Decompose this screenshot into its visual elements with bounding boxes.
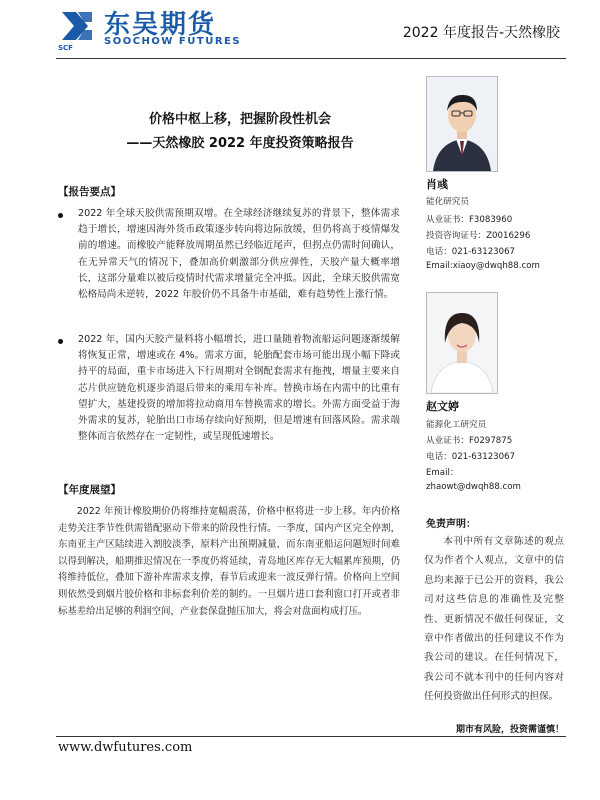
logo-mark: SCF (58, 44, 73, 52)
summary-heading: 【报告要点】 (58, 186, 121, 198)
bullet-icon (58, 213, 63, 218)
header-divider (56, 58, 566, 59)
analyst-photo (426, 76, 498, 172)
logo-text-en: SOOCHOW FUTURES (104, 36, 242, 47)
summary-bullet-1: 2022 年全球天胶供需预期双增。在全球经济继续复苏的背景下，整体需求趋于增长，增速因海外货币政策逐步转向将边际放缓，但仍将高于疫情爆发前的增速。而橡胶产能释放周期虽然已经临近尾声，但拐点仍需时间确认，在无异常天气的情况下，叠加高价刺激部分供应弹性，天胶产量大概率增长，这部分量难以被后疫情时代需求增量完全冲抵。因此，全球天胶供需宽松格局尚未逆转，2022 年胶价仍不具备牛市基础，难有趋势性上涨行情。 (78, 208, 400, 301)
analyst-name: 赵文婷 (426, 400, 459, 413)
outlook-heading: 【年度展望】 (58, 484, 121, 496)
disclaimer-heading: 免责声明： (426, 519, 476, 530)
analyst-photo (426, 292, 498, 394)
summary-bullet-2: 2022 年，国内天胶产量料将小幅增长，进口量随着物流船运问题逐渐缓解将恢复正常，增速或在 4%。需求方面，轮胎配套市场可能出现小幅下降或持平的局面，重卡市场进入下行周期对全钢配套需求有拖拽，增量主要来自芯片供应链危机逐步消退后带来的乘用车补库。替换市场在内需中的比重有望扩大，基建投资的增加将拉动商用车替换需求的增长。外需方面受益于海外需求的复苏，轮胎出口市场存续向好预期，但是增速有回落风险。需求端整体而言依然存在一定韧性，或呈现低速增长。 (78, 334, 400, 443)
risk-warning: 期市有风险，投资需谨慎！ (455, 725, 564, 735)
analyst-email[interactable]: zhaowt@dwqh88.com (426, 482, 521, 492)
analyst-cert: 从业证书：F3083960 (426, 215, 513, 225)
page-title: 价格中枢上移，把握阶段性机会 (148, 112, 331, 127)
logo-icon (58, 8, 98, 44)
footer-divider (56, 736, 566, 737)
analyst-email-label: Email： (426, 468, 459, 478)
analyst-email[interactable]: Email:xiaoy@dwqh88.com (426, 261, 540, 271)
analyst-title: 能源化工研究员 (426, 420, 487, 430)
analyst-name: 肖彧 (426, 178, 448, 191)
disclaimer-text: 本刊中所有文章陈述的观点仅为作者个人观点，文章中的信息均来源于已公开的资料，我公司对这些信息的准确性及完整性、更新情况不做任何保证，文章中作者做出的任何建议不作为我公司的建议。在任何情况下，我公司不就本刊中的任何内容对任何投资做出任何形式的担保。 (424, 536, 564, 703)
analyst-phone: 电话：021-63123067 (426, 247, 516, 257)
page-subtitle: ——天然橡胶 2022 年度投资策略报告 (126, 136, 354, 151)
analyst-phone: 电话：021-63123067 (426, 452, 516, 462)
outlook-paragraph: 2022 年预计橡胶期价仍将维持宽幅震荡，价格中枢将进一步上移。年内价格走势关注季节性供需错配驱动下带来的阶段性行情。一季度，国内产区完全停割，东南亚主产区陆续进入割胶淡季，原料产出预期减量，而东南亚船运问题短时间难以得到解决，船期推迟情况在一季度仍将延续，青岛地区库存无大幅累库预期，仍将维持低位，叠加下游补库需求支撑，春节后或迎来一波反弹行情。价格向上空间则依然受到烟片胶价格和非标套利价差的制约。一旦烟片进口套利窗口打开或者非标基差给出足够的利润空间，产业套保盘抛压加大，将会对盘面构成打压。 (58, 506, 400, 617)
analyst-advisor-cert: 投资咨询证号：Z0016296 (426, 231, 531, 241)
bullet-icon (58, 339, 63, 344)
analyst-title: 能化研究员 (426, 197, 469, 207)
header-report-title: 2022 年度报告-天然橡胶 (402, 25, 560, 41)
logo-text-cn: 东吴期货 (104, 10, 217, 40)
analyst-cert: 从业证书：F0297875 (426, 436, 513, 446)
footer-url-link[interactable]: www.dwfutures.com (58, 740, 193, 755)
